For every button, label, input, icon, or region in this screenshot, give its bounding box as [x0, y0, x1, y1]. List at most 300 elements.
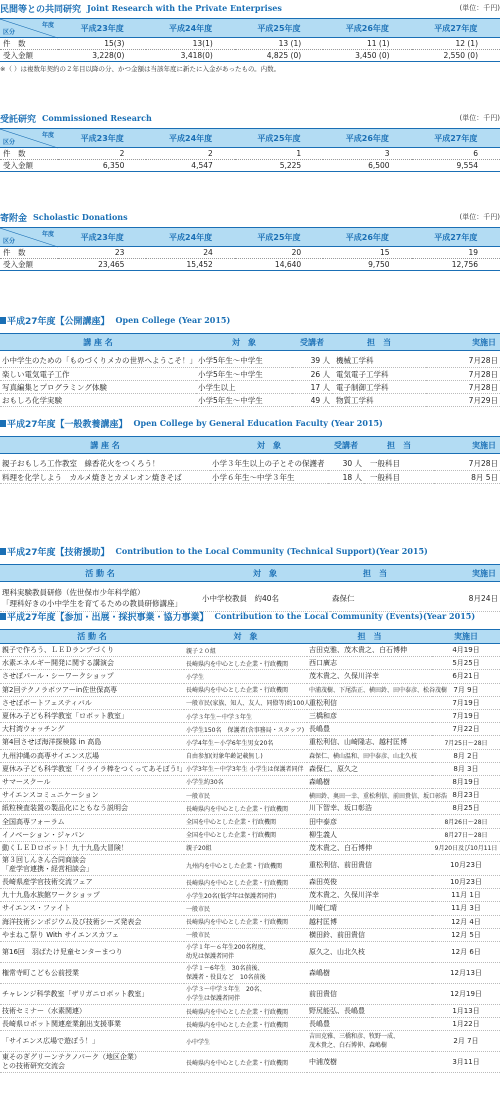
date-cell: 2月 7日: [432, 1031, 500, 1052]
target-cell: 全国を中心とした企業・行政機関: [184, 828, 307, 841]
activity-name-cell: 第16回 羽ばたけ児童センターまつり: [0, 941, 184, 962]
title-ja: 平成27年度【技術援助】: [7, 547, 110, 558]
table-header-row: [0, 129, 500, 148]
table-cell: 5,225: [279, 161, 302, 170]
technical-support-header: [0, 545, 500, 557]
table-cell: 4,825 (0): [266, 51, 302, 60]
target-cell: 一般市民: [184, 902, 307, 915]
table-cell: 6: [412, 148, 500, 160]
title-en: Contribution to the Local Community (Events)(Year 2015): [214, 611, 476, 621]
activity-name-cell: 夏休み子ども科学教室「ロボット教室」: [0, 709, 184, 722]
activity-name-cell: サイエンス・ファイト: [0, 902, 184, 915]
events-section: [0, 610, 500, 1073]
general-education-header: [0, 417, 500, 429]
donations-table: [0, 227, 500, 271]
title-ja: 受託研究: [0, 114, 37, 125]
table-cell: 14,640: [274, 260, 302, 269]
donations-section: [0, 211, 500, 271]
date-cell: 8月 3日: [432, 762, 500, 775]
target-cell: 自由参加(対象年齢記載無し): [184, 749, 307, 762]
table-cell: 写真編集とプログラミング体験: [0, 381, 196, 394]
date-cell: 8月23日: [432, 789, 500, 802]
open-college-header: [0, 314, 500, 326]
table-row: [0, 368, 500, 381]
date-cell: 8月26日〜28日: [432, 815, 500, 828]
date-cell: 12月 4日: [432, 915, 500, 928]
table-header-row: [0, 565, 500, 582]
date-cell: 12月13日: [432, 962, 500, 983]
year-header: 平成23年度: [58, 228, 146, 247]
table-row: [0, 1052, 500, 1073]
staff-cell: 茂木貴之、白石博伸: [307, 841, 432, 854]
table-row: [0, 586, 500, 612]
table-cell: 13(1): [146, 38, 234, 50]
table-cell: 小学5年生〜中学生: [196, 394, 292, 407]
table-row: [0, 1018, 500, 1031]
table-cell: 3: [323, 148, 411, 160]
title-ja: 平成27年度【一般教養講座】: [7, 419, 128, 430]
table-row: [0, 889, 500, 902]
table-row: [0, 902, 500, 915]
title-en: Scholastic Donations: [33, 212, 128, 222]
joint-research-section: [0, 2, 500, 73]
table-cell: 9,750: [368, 260, 390, 269]
commissioned-research-section: [0, 112, 500, 172]
activity-name-line: 理科実験教員研修（佐世保市少年科学館）: [2, 588, 145, 598]
date-cell: 1月22日: [432, 1018, 500, 1031]
table-cell: 12 (1): [412, 38, 500, 50]
table-cell: 7月28日: [426, 381, 500, 394]
table-cell: 小学生以上: [196, 381, 292, 394]
row-label: 件 数: [0, 38, 58, 50]
date-cell: 9月20日及び10月11日: [432, 841, 500, 854]
target-cell: 全国を中心とした企業・行政機関: [184, 815, 307, 828]
staff-cell: 前田貴信: [307, 983, 432, 1004]
year-header: 平成23年度: [58, 19, 146, 38]
year-header: 平成23年度: [58, 129, 146, 148]
table-row: [0, 1004, 500, 1017]
table-cell: 15(3): [58, 38, 146, 50]
table-cell: 3,228(0): [92, 51, 125, 60]
row-label: 件 数: [0, 247, 58, 259]
target-cell: 小学３年生〜中学３年生: [184, 709, 307, 722]
table-row: [0, 855, 500, 876]
column-header: 実施日: [432, 630, 500, 644]
table-cell: 楽しい電気電子工作: [0, 368, 196, 381]
staff-cell: 長嶋豊: [307, 1018, 432, 1031]
staff-cell: 森嶋樹: [307, 775, 432, 788]
date-cell: 4月19日: [432, 644, 500, 657]
unit-label: (単位：千円): [459, 213, 500, 221]
date-cell: 8月19日: [432, 775, 500, 788]
table-cell: 2: [58, 148, 146, 160]
square-bullet-icon: [0, 420, 6, 427]
target-cell: 小学生: [184, 670, 307, 683]
table-row: [0, 683, 500, 696]
table-cell: 料理を化学しよう カルメ焼きとカメレオン焼きそば: [0, 471, 210, 484]
table-cell: 13 (1): [235, 38, 323, 50]
square-bullet-icon: [0, 613, 6, 620]
target-cell: 長崎県内を中心とした企業・行政機関: [184, 802, 307, 815]
table-cell: 15: [323, 247, 411, 259]
activity-name-line: 「理科好きの小中学生を育てるための教員研修講座」: [2, 599, 182, 609]
table-cell: 森保仁: [330, 586, 420, 612]
table-cell: 小学5年生〜中学生: [196, 368, 292, 381]
target-cell: 長崎県内を中心とした企業・行政機関: [184, 876, 307, 889]
table-cell: 親子おもしろ工作教室 線香花火をつくろう！: [0, 458, 210, 471]
general-education-section: [0, 417, 500, 484]
year-header: 平成25年度: [235, 129, 323, 148]
table-row: [0, 259, 500, 271]
table-cell: 15,452: [186, 260, 213, 269]
table-cell: 機械工学科: [332, 355, 426, 368]
column-header: 講 座 名: [0, 437, 210, 454]
corner-cell: [0, 228, 58, 247]
table-cell: 小学5年生〜中学生: [196, 355, 292, 368]
staff-cell: 越村匡博: [307, 915, 432, 928]
activity-name-cell: 「サイエンス広場で遊ぼう！」: [0, 1031, 184, 1052]
corner-top: 年度: [41, 22, 54, 29]
table-cell: 1: [235, 148, 323, 160]
staff-cell: 田中泰彦: [307, 815, 432, 828]
table-row: [0, 1031, 500, 1052]
table-cell: 3,418(0): [180, 51, 213, 60]
staff-cell: 西口廣志: [307, 657, 432, 670]
table-cell: 小中学生のための「ものづくりメカの世界へようこそ！」: [0, 355, 196, 368]
year-header: 平成26年度: [323, 129, 411, 148]
table-row: [0, 828, 500, 841]
date-cell: 8月 2日: [432, 749, 500, 762]
table-row: [0, 762, 500, 775]
table-row: [0, 709, 500, 722]
year-header: 平成25年度: [235, 19, 323, 38]
column-header: 対 象: [184, 630, 307, 644]
staff-cell: 森嶋樹: [307, 962, 432, 983]
year-header: 平成25年度: [235, 228, 323, 247]
target-cell: 小学１年〜６年生200名程度、 幼児は保護者同伴: [184, 941, 307, 962]
date-cell: 7月 9日: [432, 683, 500, 696]
date-cell: 11月 1日: [432, 889, 500, 902]
staff-cell: 柳生義人: [307, 828, 432, 841]
table-cell: 6,350: [102, 161, 125, 170]
corner-bottom: 区分: [3, 29, 16, 36]
column-header: 担 当: [307, 630, 432, 644]
table-row: [0, 841, 500, 854]
year-header: 平成24年度: [146, 129, 234, 148]
target-cell: 小中学生: [184, 1031, 307, 1052]
table-cell: 小学６年生〜中学３年生: [210, 471, 328, 484]
date-cell: 6月21日: [432, 670, 500, 683]
target-cell: 小学生20名(低学年は保護者同伴): [184, 889, 307, 902]
target-cell: 小学３〜中学３年生 20名、 小学生は保護者同伴: [184, 983, 307, 1004]
year-header: 平成24年度: [146, 228, 234, 247]
table-row: [0, 941, 500, 962]
staff-cell: 川崎仁晴: [307, 902, 432, 915]
column-header: 講 座 名: [0, 334, 196, 351]
technical-support-section: [0, 545, 500, 612]
date-cell: 10月23日: [432, 855, 500, 876]
unit-label: (単位：千円): [459, 114, 500, 122]
open-college-table: [0, 333, 500, 407]
table-row: [0, 736, 500, 749]
table-cell: 18 人: [328, 471, 364, 484]
table-cell: 4,547: [191, 161, 213, 170]
title-en: Joint Research with the Private Enterprises: [87, 3, 282, 13]
title-en: Open College (Year 2015): [115, 315, 231, 325]
staff-cell: 横田鈴、奥田一幸、重松利信、前田貴信、坂口彰浩: [307, 789, 432, 802]
date-cell: 1月13日: [432, 1004, 500, 1017]
title-en: Open College by General Education Faculty (Year 2015): [133, 418, 383, 428]
table-cell: 小中学校教員 約40名: [200, 586, 330, 612]
column-header: 担 当: [364, 437, 434, 454]
joint-research-title: [0, 2, 282, 15]
table-cell: 一般科目: [364, 458, 434, 471]
open-college-title: [0, 314, 230, 327]
table-row: [0, 915, 500, 928]
staff-cell: 重松利信: [307, 696, 432, 709]
staff-cell: 中浦茂樹、下尾浩正、横田鈴、田中泰彦、松谷茂樹: [307, 683, 432, 696]
table-row: [0, 381, 500, 394]
table-row: [0, 38, 500, 50]
table-header-row: [0, 334, 500, 351]
table-row: [0, 657, 500, 670]
table-cell: 17 人: [292, 381, 332, 394]
table-cell: おもしろ化学実験: [0, 394, 196, 407]
column-header: 受講者: [328, 437, 364, 454]
staff-cell: 森保仁、横山温和、田中泰彦、山北久枝: [307, 749, 432, 762]
donations-title: [0, 211, 128, 224]
donations-header: [0, 211, 500, 223]
table-row: [0, 983, 500, 1004]
table-row: [0, 723, 500, 736]
target-cell: 長崎県内を中心とした企業・行政機関: [184, 683, 307, 696]
target-cell: 一般市民(家族、知人、友人、同僚等)約100人: [184, 696, 307, 709]
table-cell: 30 人: [328, 458, 364, 471]
activity-name-cell: サイエンスコミュニケーション: [0, 789, 184, 802]
table-row: [0, 247, 500, 259]
target-cell: 親子２０組: [184, 644, 307, 657]
date-cell: 12月 6日: [432, 941, 500, 962]
target-cell: 小学生約30名: [184, 775, 307, 788]
events-table: [0, 629, 500, 1073]
column-header: 実施日: [420, 565, 500, 582]
staff-cell: 中浦茂樹: [307, 1052, 432, 1073]
staff-cell: 吉田克雅、三橋和彦、牧野一成、 茂木貴之、白石博伸、森嶋樹: [307, 1031, 432, 1052]
table-cell: 電気電子工学科: [332, 368, 426, 381]
activity-name-cell: 第３回しんきん合同商談会 「産学官連携・経営相談会」: [0, 855, 184, 876]
general-education-table: [0, 436, 500, 484]
date-cell: 11月 3日: [432, 902, 500, 915]
table-cell: 19: [412, 247, 500, 259]
date-cell: 7月25日〜28日: [432, 736, 500, 749]
table-cell: 3,450 (0): [355, 51, 390, 60]
table-row: [0, 749, 500, 762]
footnote: ※（ ）は複数年契約の２年目以降の分、かつ金額は当該年度に新たに入金があったもの。内数。: [0, 65, 281, 73]
target-cell: 親子20組: [184, 841, 307, 854]
table-row: [0, 148, 500, 160]
staff-cell: 森保仁、原久之: [307, 762, 432, 775]
activity-name-cell: 大村湾ウォッチング: [0, 723, 184, 736]
activity-name-cell: やまねこ祭り With サイエンスカフェ: [0, 928, 184, 941]
staff-cell: 川下智幸、坂口彰浩: [307, 802, 432, 815]
table-row: [0, 928, 500, 941]
table-cell: 11 (1): [323, 38, 411, 50]
corner-top: 年度: [41, 231, 54, 238]
table-header-row: [0, 19, 500, 38]
unit-label: (単位：千円): [459, 4, 500, 12]
year-header: 平成27年度: [412, 19, 500, 38]
table-header-row: [0, 437, 500, 454]
activity-name-cell: 長崎県産学官技術交流フェア: [0, 876, 184, 889]
corner-top: 年度: [41, 132, 54, 139]
activity-name-cell: させぼボートフェスティバル: [0, 696, 184, 709]
column-header: 活 動 名: [0, 565, 200, 582]
activity-name-cell: 第2回テクノラボツアーin佐世保高専: [0, 683, 184, 696]
title-ja: 民間等との共同研究: [0, 4, 82, 15]
date-cell: 7月19日: [432, 709, 500, 722]
column-header: 活 動 名: [0, 630, 184, 644]
table-cell: 電子制御工学科: [332, 381, 426, 394]
target-cell: 小学4年生〜小学6年生男女20名: [184, 736, 307, 749]
table-cell: 7月29日: [426, 394, 500, 407]
table-row: [0, 644, 500, 657]
year-header: 平成27年度: [412, 129, 500, 148]
table-cell: 49 人: [292, 394, 332, 407]
square-bullet-icon: [0, 548, 6, 555]
target-cell: 小学3年生〜中学3年生 小学生は保護者同伴: [184, 762, 307, 775]
corner-cell: [0, 19, 58, 38]
activity-name-cell: 水素エネルギー開発に関する講演会: [0, 657, 184, 670]
table-cell: 39 人: [292, 355, 332, 368]
activity-name-cell: 権常寺町こども公前授業: [0, 962, 184, 983]
date-cell: 10月23日: [432, 876, 500, 889]
table-cell: 9,554: [456, 161, 478, 170]
target-cell: 長崎県内を中心とした企業・行政機関: [184, 1052, 307, 1073]
target-cell: 小学１〜6年生 30名前後、 保護者・役員など 10名前後: [184, 962, 307, 983]
column-header: 受講者: [292, 334, 332, 351]
table-row: [0, 458, 500, 471]
target-cell: 長崎県内を中心とした企業・行政機関: [184, 1004, 307, 1017]
column-header: 実施日: [434, 437, 500, 454]
date-cell: 7月19日: [432, 696, 500, 709]
table-cell: 23,465: [98, 260, 125, 269]
corner-bottom: 区分: [3, 139, 16, 146]
activity-name-cell: 長崎県ロボット関連産業創出支援事業: [0, 1018, 184, 1031]
activity-name-cell: させぼパール・シーワークショップ: [0, 670, 184, 683]
table-row: [0, 962, 500, 983]
target-cell: 小学生150名 保護者(含事務局・スタッフ): [184, 723, 307, 736]
date-cell: 8月27日〜28日: [432, 828, 500, 841]
open-college-section: [0, 314, 500, 407]
table-row: [0, 471, 500, 484]
joint-research-header: [0, 2, 500, 14]
table-row: [0, 815, 500, 828]
staff-cell: 野尻能弘、長嶋豊: [307, 1004, 432, 1017]
general-education-title: [0, 417, 383, 430]
column-header: 担 当: [330, 565, 420, 582]
table-cell: 12,756: [451, 260, 478, 269]
table-cell: 7月28日: [434, 458, 500, 471]
square-bullet-icon: [0, 317, 6, 324]
table-cell: 物質工学科: [332, 394, 426, 407]
activity-name-cell: 全国高専フォーラム: [0, 815, 184, 828]
target-cell: 長崎県内を中心とした企業・行政機関: [184, 1018, 307, 1031]
column-header: 対 象: [196, 334, 292, 351]
table-row: [0, 50, 500, 62]
corner-cell: [0, 129, 58, 148]
column-header: 対 象: [210, 437, 328, 454]
table-row: [0, 355, 500, 368]
staff-cell: 重松利信、山崎隆志、越村匡博: [307, 736, 432, 749]
date-cell: 3月11日: [432, 1052, 500, 1073]
row-label: 受入金額: [3, 260, 33, 269]
table-row: [0, 160, 500, 172]
corner-bottom: 区分: [3, 238, 16, 245]
staff-cell: 吉田克雅、茂木貴之、白石博伸: [307, 644, 432, 657]
date-cell: 5月25日: [432, 657, 500, 670]
table-header-row: [0, 228, 500, 247]
events-header: [0, 610, 500, 622]
column-header: 対 象: [200, 565, 330, 582]
table-row: [0, 775, 500, 788]
table-cell: 23: [58, 247, 146, 259]
staff-cell: 三橋和彦: [307, 709, 432, 722]
column-header: 担 当: [332, 334, 426, 351]
activity-name-cell: 九州沖縄の高専サイエンス広場: [0, 749, 184, 762]
events-table-body: [0, 644, 500, 1073]
table-cell: 一般科目: [364, 471, 434, 484]
activity-name-cell: チャレンジ科学教室「ザリガニロボット教室」: [0, 983, 184, 1004]
technical-support-title: [0, 545, 428, 558]
column-header: 実施日: [426, 334, 500, 351]
activity-name-cell: 東そのぎグリーンテクノパーク（地区企業） との技術研究交流会: [0, 1052, 184, 1073]
joint-research-table: [0, 18, 500, 62]
date-cell: 7月22日: [432, 723, 500, 736]
activity-name-cell: 技術セミナー（水素関連）: [0, 1004, 184, 1017]
title-ja: 平成27年度【参加・出展・採択事業・協力事業】: [7, 612, 209, 623]
target-cell: 長崎県内を中心とした企業・行政機関: [184, 657, 307, 670]
commissioned-research-table: [0, 128, 500, 172]
date-cell: 8月25日: [432, 802, 500, 815]
staff-cell: 横田鈴、前田貴信: [307, 928, 432, 941]
table-cell: 26 人: [292, 368, 332, 381]
table-cell: 2: [146, 148, 234, 160]
target-cell: 長崎県内を中心とした企業・行政機関: [184, 915, 307, 928]
table-cell: 20: [235, 247, 323, 259]
commissioned-research-title: [0, 112, 152, 125]
staff-cell: 原久之、山北久枝: [307, 941, 432, 962]
events-title: [0, 610, 475, 623]
table-cell: 6,500: [368, 161, 390, 170]
activity-name-cell: 紙粒検査装置の製品化にともなう説明会: [0, 802, 184, 815]
year-header: 平成27年度: [412, 228, 500, 247]
activity-name-cell: 夏休み子ども科学教室「イライラ棒をつくってあそぼう!」: [0, 762, 184, 775]
table-cell: 24: [146, 247, 234, 259]
table-cell: 小学３年生以上の子とその保護者: [210, 458, 328, 471]
target-cell: 一般市民: [184, 789, 307, 802]
date-cell: 12月19日: [432, 983, 500, 1004]
technical-support-table: [0, 564, 500, 612]
activity-name-cell: 海洋技術シンポジウム及び技術シーズ発表会: [0, 915, 184, 928]
table-header-row: [0, 630, 500, 644]
staff-cell: 茂木貴之、久保川洋幸: [307, 670, 432, 683]
staff-cell: 長嶋豊: [307, 723, 432, 736]
table-row: [0, 802, 500, 815]
row-label: 受入金額: [3, 161, 33, 170]
title-ja: 平成27年度【公開講座】: [7, 316, 110, 327]
activity-name-cell: イノベーション・ジャパン: [0, 828, 184, 841]
table-cell: 7月28日: [426, 368, 500, 381]
